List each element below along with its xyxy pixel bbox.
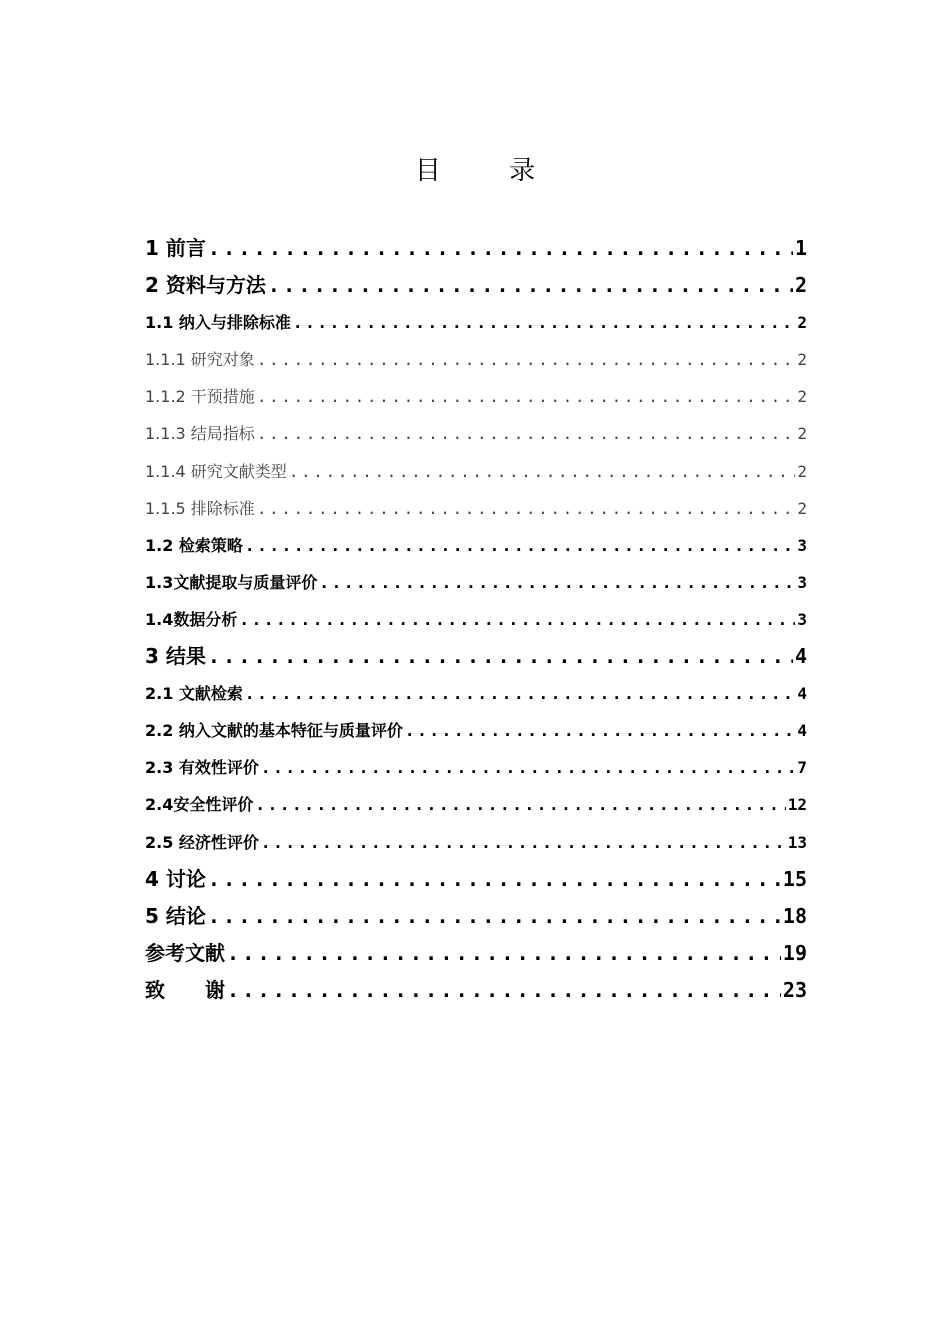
toc-entry[interactable] <box>145 861 807 898</box>
toc-dot-leader <box>208 898 781 935</box>
toc-entry[interactable] <box>145 786 807 823</box>
toc-entry[interactable] <box>145 824 807 861</box>
toc-entry[interactable] <box>145 490 807 527</box>
toc-entry[interactable] <box>145 378 807 415</box>
toc-dot-leader <box>293 304 795 341</box>
toc-entry[interactable] <box>145 527 807 564</box>
toc-entry-page-number: 18 <box>782 903 807 928</box>
toc-dot-leader <box>227 972 781 1009</box>
toc-dot-leader <box>208 638 793 675</box>
toc-entry-label: 2 资料与方法 <box>145 273 266 298</box>
toc-entry-label: 1.1 纳入与排除标准 <box>145 313 291 333</box>
toc-entry-page-number: 2 <box>797 350 807 370</box>
toc-dot-leader <box>405 712 795 749</box>
toc-dot-leader <box>208 230 793 267</box>
toc-entry-page-number: 2 <box>794 273 807 298</box>
toc-entry[interactable] <box>145 453 807 490</box>
toc-dot-leader <box>239 601 795 638</box>
toc-entry-page-number: 7 <box>797 758 807 778</box>
toc-entry-page-number: 2 <box>797 498 807 518</box>
toc-entry-page-number: 15 <box>782 866 807 891</box>
toc-entry-page-number: 4 <box>797 721 807 741</box>
toc-entry-page-number: 13 <box>787 832 807 852</box>
toc-entry[interactable] <box>145 749 807 786</box>
toc-list <box>145 230 807 1009</box>
toc-entry-page-number: 2 <box>797 461 807 481</box>
toc-entry[interactable] <box>145 267 807 304</box>
toc-dot-leader <box>257 341 796 378</box>
toc-entry-label: 1.2 检索策略 <box>145 535 243 555</box>
toc-entry-page-number: 23 <box>782 977 807 1002</box>
toc-dot-leader <box>257 490 796 527</box>
toc-dot-leader <box>257 415 796 452</box>
toc-entry-page-number: 2 <box>797 313 807 333</box>
toc-entry-page-number: 3 <box>797 535 807 555</box>
toc-entry-label: 致 谢 <box>145 977 225 1002</box>
toc-entry[interactable] <box>145 415 807 452</box>
toc-entry[interactable] <box>145 675 807 712</box>
toc-title-char: 目 <box>414 156 441 186</box>
toc-entry-label: 4 讨论 <box>145 866 206 891</box>
toc-entry[interactable] <box>145 972 807 1009</box>
toc-entry[interactable] <box>145 935 807 972</box>
toc-entry-label: 1 前言 <box>145 236 206 260</box>
toc-entry[interactable] <box>145 638 807 675</box>
toc-entry-page-number: 2 <box>797 424 807 444</box>
toc-entry-page-number: 19 <box>782 940 807 965</box>
toc-entry-page-number: 3 <box>797 609 807 629</box>
toc-entry[interactable] <box>145 564 807 601</box>
toc-entry[interactable] <box>145 341 807 378</box>
toc-entry-label: 2.5 经济性评价 <box>145 832 259 852</box>
toc-entry-label: 1.1.3 结局指标 <box>145 424 255 444</box>
toc-dot-leader <box>227 935 781 972</box>
toc-entry-page-number: 2 <box>797 387 807 407</box>
toc-title <box>0 150 950 187</box>
toc-dot-leader <box>245 527 795 564</box>
toc-entry-label: 2.4安全性评价 <box>145 795 254 815</box>
toc-entry[interactable] <box>145 230 807 267</box>
toc-entry[interactable] <box>145 304 807 341</box>
toc-entry-label: 2.3 有效性评价 <box>145 758 259 778</box>
toc-entry-label: 1.3文献提取与质量评价 <box>145 572 318 592</box>
toc-entry-label: 参考文献 <box>145 940 225 965</box>
toc-entry-page-number: 4 <box>797 684 807 704</box>
toc-dot-leader <box>268 267 793 304</box>
toc-entry-page-number: 12 <box>787 795 807 815</box>
toc-dot-leader <box>245 675 795 712</box>
toc-entry-label: 2.1 文献检索 <box>145 684 243 704</box>
toc-dot-leader <box>255 786 785 823</box>
toc-entry-page-number: 1 <box>794 236 807 260</box>
toc-entry-label: 1.1.5 排除标准 <box>145 498 255 518</box>
toc-dot-leader <box>208 861 781 898</box>
toc-entry-label: 2.2 纳入文献的基本特征与质量评价 <box>145 721 403 741</box>
toc-dot-leader <box>261 749 795 786</box>
toc-dot-leader <box>257 378 796 415</box>
toc-entry[interactable] <box>145 898 807 935</box>
toc-entry-page-number: 3 <box>797 572 807 592</box>
toc-entry-label: 1.1.2 干预措施 <box>145 387 255 407</box>
toc-entry-label: 3 结果 <box>145 644 206 669</box>
toc-entry-label: 5 结论 <box>145 903 206 928</box>
toc-title-char: 录 <box>509 156 536 186</box>
toc-dot-leader <box>319 564 795 601</box>
toc-entry[interactable] <box>145 712 807 749</box>
toc-entry-label: 1.1.1 研究对象 <box>145 350 255 370</box>
toc-dot-leader <box>261 824 786 861</box>
toc-entry-label: 1.4数据分析 <box>145 609 238 629</box>
toc-entry-label: 1.1.4 研究文献类型 <box>145 461 287 481</box>
toc-entry-page-number: 4 <box>794 644 807 669</box>
toc-dot-leader <box>289 453 796 490</box>
toc-entry[interactable] <box>145 601 807 638</box>
